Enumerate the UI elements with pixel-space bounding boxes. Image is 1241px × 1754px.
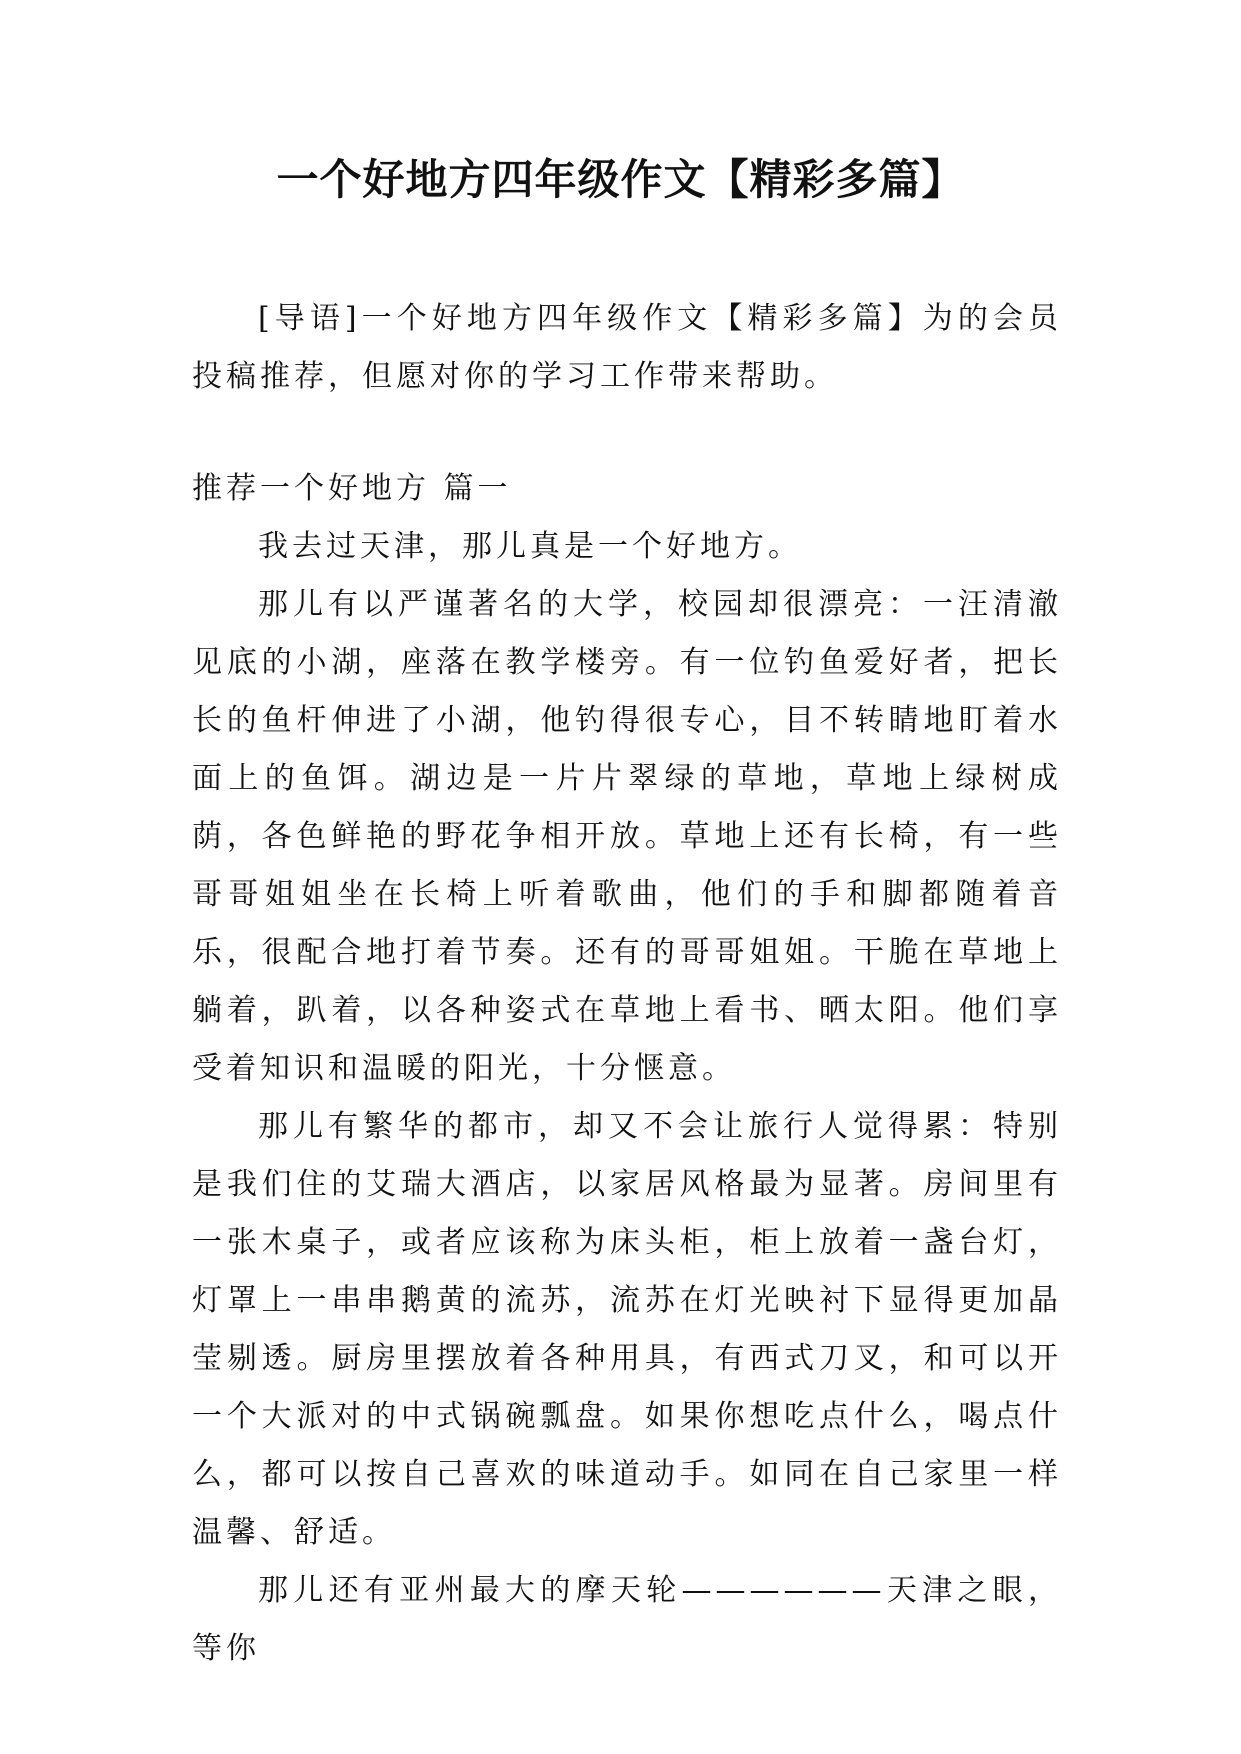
- document-body: [192, 290, 1062, 1678]
- intro-paragraph: [导语]一个好地方四年级作文【精彩多篇】为的会员投稿推荐，但愿对你的学习工作带来帮助。: [192, 301, 1062, 394]
- page-title: 一个好地方四年级作文【精彩多篇】: [276, 155, 965, 204]
- paragraph: 那儿有繁华的都市，却又不会让旅行人觉得累：特别是我们住的艾瑞大酒店，以家居风格最为显著。房间里有一张木桌子，或者应该称为床头柜，柜上放着一盏台灯，灯罩上一串串鹅黄的流苏，流苏在灯光映衬下显得更加晶莹剔透。厨房里摆放着各种用具，有西式刀叉，和可以开一个大派对的中式锅碗瓢盘。如果你想吃点什么，喝点什么，都可以按自己喜欢的味道动手。如同在自己家里一样温馨、舒适。: [192, 1109, 1062, 1550]
- paragraph: 那儿有以严谨著名的大学，校园却很漂亮：一汪清澈见底的小湖，座落在教学楼旁。有一位钓鱼爱好者，把长长的鱼杆伸进了小湖，他钓得很专心，目不转睛地盯着水面上的鱼饵。湖边是一片片翠绿的草地，草地上绿树成荫，各色鲜艳的野花争相开放。草地上还有长椅，有一些哥哥姐姐坐在长椅上听着歌曲，他们的手和脚都随着音乐，很配合地打着节奏。还有的哥哥姐姐。干脆在草地上躺着，趴着，以各种姿式在草地上看书、晒太阳。他们享受着知识和温暖的阳光，十分惬意。: [192, 587, 1062, 1086]
- section-heading: 推荐一个好地方 篇一: [192, 471, 512, 506]
- paragraph: 那儿还有亚州最大的摩天轮——————天津之眼，等你: [192, 1573, 1062, 1666]
- paragraph: 我去过天津，那儿真是一个好地方。: [258, 529, 802, 564]
